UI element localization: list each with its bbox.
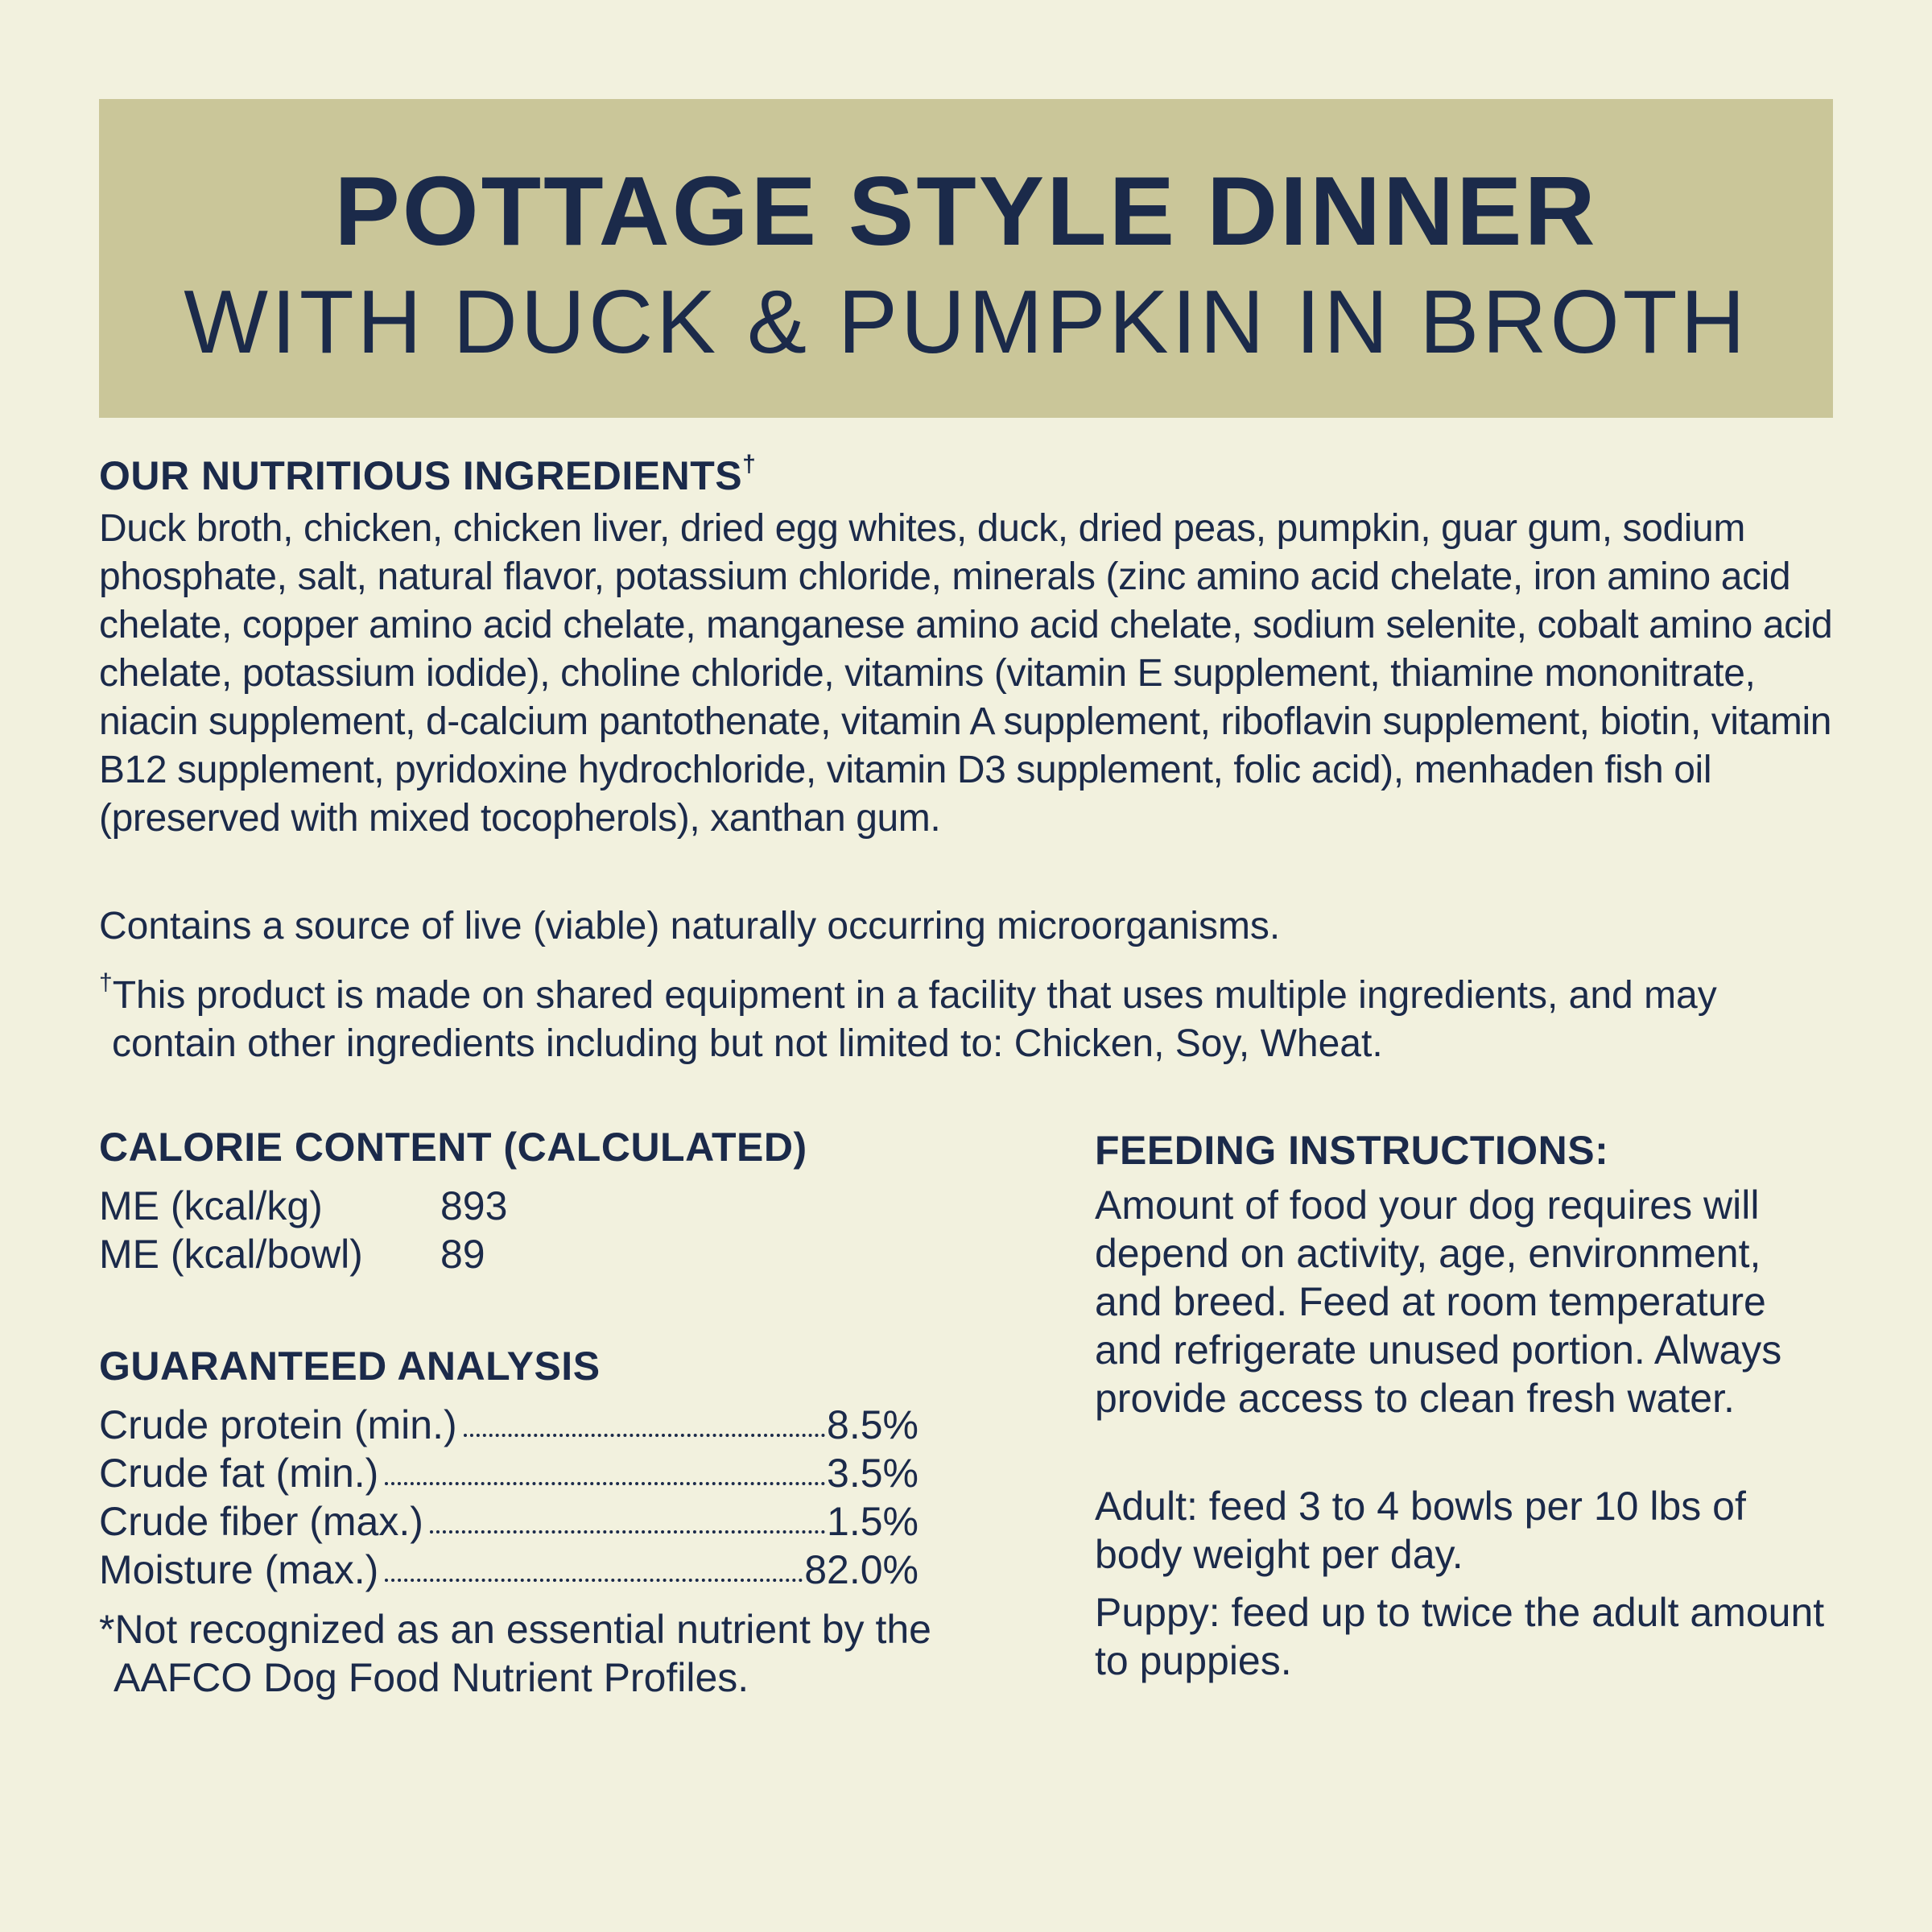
allergen-disclaimer — [99, 959, 1838, 1068]
analysis-value: 1.5% — [827, 1499, 919, 1544]
analysis-value: 82.0% — [804, 1547, 919, 1592]
calorie-value: 893 — [440, 1183, 508, 1228]
analysis-label: Moisture (max.) — [99, 1547, 379, 1592]
product-subtitle: WITH DUCK & PUMPKIN IN BROTH — [184, 272, 1748, 372]
dagger-mark: † — [742, 451, 757, 477]
product-title: POTTAGE STYLE DINNER — [334, 156, 1598, 266]
probiotic-statement: Contains a source of live (viable) naturally occurring microorganisms. — [99, 905, 1281, 947]
dot-leader — [385, 1482, 825, 1485]
analysis-row — [99, 1449, 919, 1497]
feeding-adult: Adult: feed 3 to 4 bowls per 10 lbs of body weight per day. — [1095, 1484, 1746, 1577]
analysis-value: 3.5% — [827, 1451, 919, 1496]
calorie-heading: CALORIE CONTENT (CALCULATED) — [99, 1125, 807, 1170]
calorie-label: ME (kcal/bowl) — [99, 1232, 363, 1277]
analysis-label: Crude protein (min.) — [99, 1402, 457, 1447]
analysis-label: Crude fiber (max.) — [99, 1499, 423, 1544]
feeding-puppy: Puppy: feed up to twice the adult amount to puppies. — [1095, 1590, 1825, 1683]
dot-leader — [430, 1530, 825, 1534]
feeding-heading: FEEDING INSTRUCTIONS: — [1095, 1128, 1609, 1173]
analysis-row — [99, 1497, 919, 1546]
dot-leader — [385, 1579, 803, 1582]
analysis-label: Crude fat (min.) — [99, 1451, 379, 1496]
title-banner — [99, 99, 1833, 418]
calorie-label: ME (kcal/kg) — [99, 1183, 323, 1228]
analysis-heading: GUARANTEED ANALYSIS — [99, 1344, 601, 1389]
feeding-paragraph: Amount of food your dog requires will depend on activity, age, environment, and breed. Feed at room temperature and refrigerate unused portion. Always provide access to clean fresh water. — [1095, 1183, 1782, 1421]
disclaimer-dagger-mark: † — [99, 969, 113, 996]
dot-leader — [464, 1434, 825, 1437]
calorie-value: 89 — [440, 1232, 485, 1277]
ingredients-list: Duck broth, chicken, chicken liver, dried egg whites, duck, dried peas, pumpkin, guar gum, sodium phosphate, salt, natural flavor, potassium chloride, minerals (zinc amino acid chelate, iron amino acid chelate, copper amino acid chelate, manganese amino acid chelate, sodium selenite, cobalt amino acid chelate, potassium iodide), choline chloride, vitamins (vitamin E supplement, thiamine mononitrate, niacin supplement, d-calcium pantothenate, vitamin A supplement, riboflavin supplement, biotin, vitamin B12 supplement, pyridoxine hydrochloride, vitamin D3 supplement, folic acid), menhaden fish oil (preserved with mixed tocopherols), xanthan gum. — [99, 507, 1833, 840]
analysis-value: 8.5% — [827, 1402, 919, 1447]
aafco-note: *Not recognized as an essential nutrient by the AAFCO Dog Food Nutrient Profiles. — [99, 1607, 931, 1700]
ingredients-heading — [99, 452, 756, 496]
analysis-row — [99, 1546, 919, 1594]
ingredients-heading-text: OUR NUTRITIOUS INGREDIENTS — [99, 453, 743, 498]
disclaimer-text: This product is made on shared equipment in a facility that uses multiple ingredients, and may contain other ingredients including but not limited to: Chicken, Soy, Wheat. — [112, 974, 1717, 1065]
analysis-row — [99, 1401, 919, 1449]
